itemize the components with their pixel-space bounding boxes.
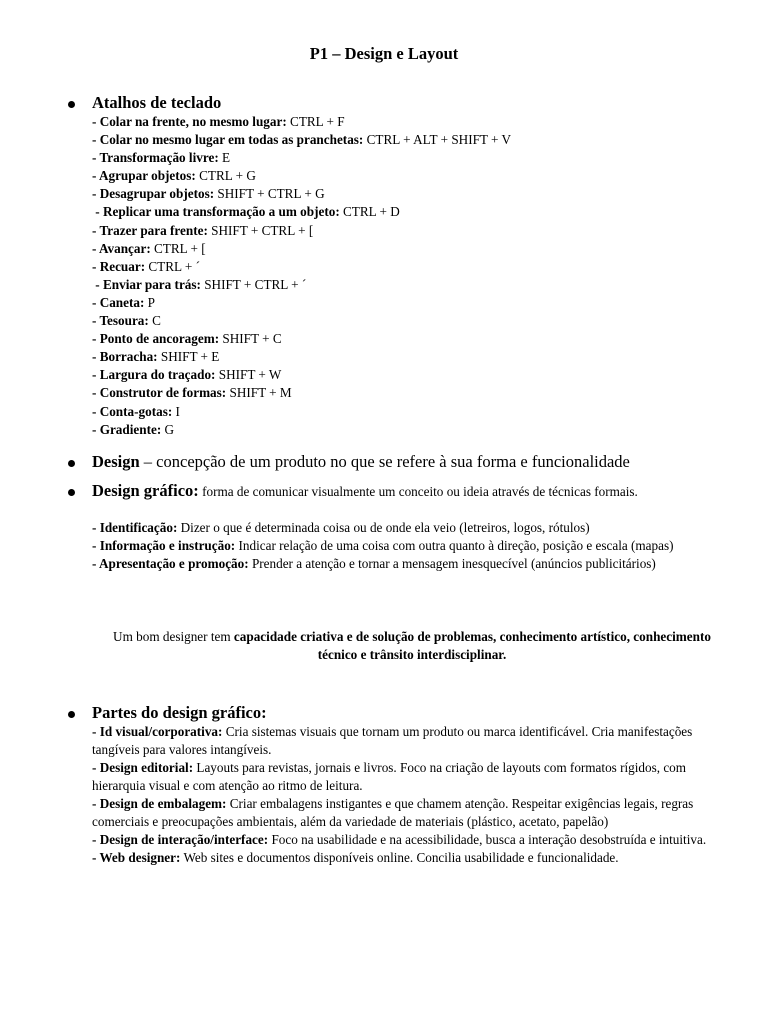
list-item [92,312,511,330]
item-label: - Replicar uma transformação a um objeto: [92,204,340,220]
list-item [92,537,732,555]
item-text: C [148,313,161,329]
item-text: Criar embalagens instigantes e que chamem atenção. Respeitar exigências legais, regras comerciais e preocupações ambientais, além da variedade de materiais (plástico, acetato, papelão) [92,796,694,829]
item-text: SHIFT + CTRL + G [214,186,325,202]
design-definition-text: – concepção de um produto no que se refere à sua forma e funcionalidade [139,452,630,471]
good-designer-note [92,628,732,664]
item-label: - Id visual/corporativa: [92,724,223,739]
list-item [92,723,732,759]
item-text: Dizer o que é determinada coisa ou de onde ela veio (letreiros, logos, rótulos) [177,520,590,535]
item-text: Indicar relação de uma coisa com outra quanto à direção, posição e escala (mapas) [235,538,674,553]
graphic-design-definition-text: forma de comunicar visualmente um conceito ou ideia através de técnicas formais. [198,484,638,499]
item-label: - Enviar para trás: [92,276,201,292]
parts-heading: Partes do design gráfico: [92,703,267,722]
list-item [92,222,511,240]
item-label: - Transformação livre: [92,150,219,166]
list-item [92,519,732,537]
item-label: - Colar no mesmo lugar em todas as pranchetas: [92,132,364,148]
item-text: E [218,150,231,166]
item-text: P [144,294,156,310]
list-item [92,366,511,384]
item-text: SHIFT + C [219,331,282,347]
list-item [92,203,511,221]
item-label: - Web designer: [92,850,181,865]
note-prefix: Um bom designer tem [113,629,234,644]
item-label: - Caneta: [92,294,145,310]
list-item [92,185,511,203]
list-item [92,149,511,167]
item-text: CTRL + ´ [145,258,201,274]
item-text: CTRL + G [195,168,256,184]
bullet-icon [68,489,75,496]
graphic-design-functions [92,519,732,573]
item-label: - Design de interação/interface: [92,832,269,847]
item-text: CTRL + ALT + SHIFT + V [363,132,512,148]
item-label: - Colar na frente, no mesmo lugar: [92,114,287,129]
item-label: - Design de embalagem: [92,796,227,811]
list-item [92,831,732,849]
list-item [92,421,511,439]
item-text: Foco na usabilidade e na acessibilidade, busca a interação desobstruída e intuitiva. [268,832,707,847]
item-label: - Largura do traçado: [92,367,216,383]
item-label: - Desagrupar objetos: [92,186,215,202]
shortcuts-heading: Atalhos de teclado [92,93,222,112]
bullet-icon [68,460,75,467]
graphic-design-term: Design gráfico: [92,481,199,500]
list-item [92,294,511,312]
item-label: - Gradiente: [92,421,162,437]
list-item [92,167,511,185]
graphic-design-definition [92,481,638,502]
item-label: - Tesoura: [92,313,149,329]
item-text: SHIFT + E [157,349,220,365]
list-item [92,403,511,421]
item-text: Web sites e documentos disponíveis online. Concilia usabilidade e funcionalidade. [180,850,619,865]
item-text: CTRL + F [286,114,345,129]
shortcuts-list [92,113,511,439]
list-item [92,384,511,402]
list-item [92,113,511,131]
item-label: - Borracha: [92,349,158,365]
bullet-icon [68,711,75,718]
parts-list [92,723,732,867]
item-text: CTRL + [ [150,240,206,256]
item-text: Prender a atenção e tornar a mensagem inesquecível (anúncios publicitários) [248,556,656,571]
item-text: SHIFT + M [226,385,292,401]
item-label: - Trazer para frente: [92,222,208,238]
page-title: P1 – Design e Layout [309,44,459,63]
item-text: I [172,403,180,419]
list-item [92,330,511,348]
item-text: SHIFT + W [215,367,282,383]
bullet-icon [68,101,75,108]
item-label: - Design editorial: [92,760,194,775]
item-label: - Recuar: [92,258,146,274]
list-item [92,240,511,258]
item-text: G [161,421,175,437]
item-label: - Avançar: [92,240,151,256]
list-item [92,348,511,366]
item-text: CTRL + D [339,204,400,220]
item-label: - Conta-gotas: [92,403,173,419]
list-item [92,131,511,149]
list-item [92,795,732,831]
item-label: - Identificação: [92,520,178,535]
item-text: Layouts para revistas, jornais e livros. Foco na criação de layouts com formatos rígidos, com hierarquia visual e com atenção ao ritmo de leitura. [92,760,687,793]
note-bold: capacidade criativa e de solução de problemas, conhecimento artístico, conhecimento técnico e trânsito interdisciplinar. [233,629,711,662]
list-item [92,849,732,867]
list-item [92,258,511,276]
item-text: SHIFT + CTRL + [ [207,222,314,238]
item-label: - Agrupar objetos: [92,168,196,184]
list-item [92,276,511,294]
item-text: Cria sistemas visuais que tornam um produto ou marca identificável. Cria manifestações tangíveis para valores intangíveis. [92,724,693,757]
item-label: - Construtor de formas: [92,385,227,401]
item-label: - Informação e instrução: [92,538,236,553]
list-item [92,555,732,573]
design-definition [92,452,630,472]
item-text: SHIFT + CTRL + ´ [200,276,307,292]
design-term: Design [92,452,140,471]
item-label: - Ponto de ancoragem: [92,331,220,347]
item-label: - Apresentação e promoção: [92,556,249,571]
list-item [92,759,732,795]
